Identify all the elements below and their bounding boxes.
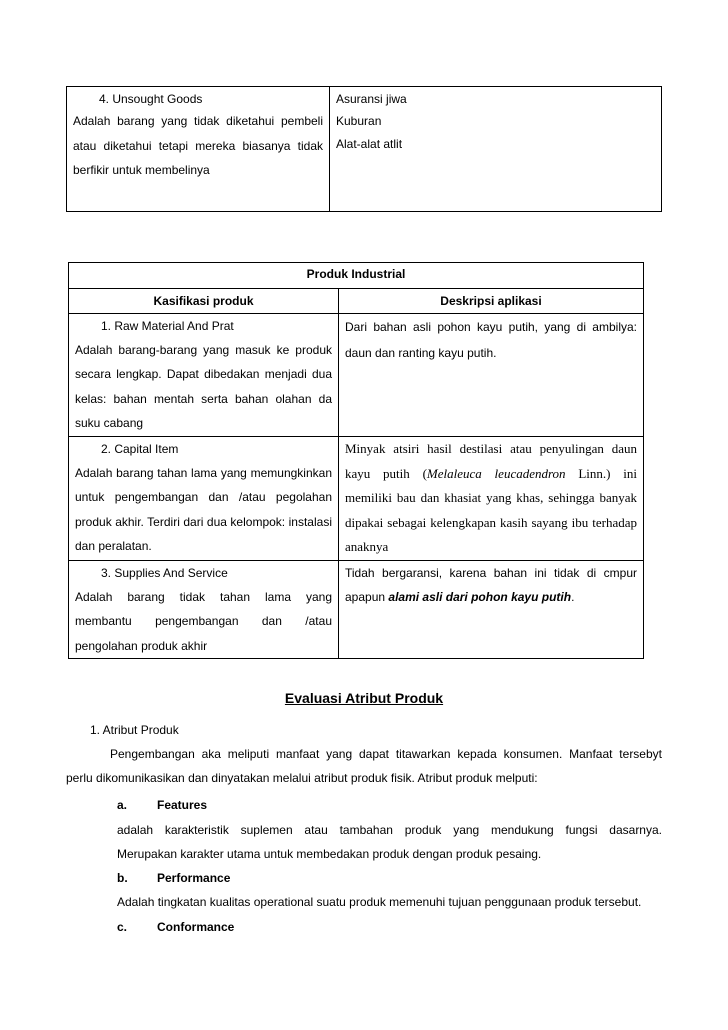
subsection-heading: 1. Atribut Produk bbox=[90, 723, 179, 737]
application-line: Kuburan bbox=[336, 114, 382, 128]
classification-cell bbox=[69, 314, 339, 437]
item-letter: c. bbox=[117, 920, 128, 934]
item-title: 3. Supplies And Service bbox=[101, 565, 228, 580]
item-description: Adalah barang yang tidak diketahui pembeli atau diketahui tetapi mereka biasanya tidak berfikir untuk membelinya bbox=[73, 114, 323, 177]
application-line: Asuransi jiwa bbox=[336, 92, 407, 106]
item-text: Adalah tingkatan kualitas operational suatu produk memenuhi tujuan penggunaan produk tersebut. bbox=[117, 895, 642, 909]
unsought-goods-table bbox=[66, 86, 662, 212]
classification-cell bbox=[69, 437, 339, 561]
application-cell bbox=[339, 314, 644, 437]
emphasis-text: alami asli dari pohon kayu putih bbox=[388, 590, 572, 605]
item-letter: b. bbox=[117, 871, 128, 885]
section-title: Evaluasi Atribut Produk bbox=[284, 690, 444, 706]
item-text: adalah karakteristik suplemen atau tambahan produk yang mendukung fungsi dasarnya. bbox=[117, 823, 662, 837]
classification-cell bbox=[69, 560, 339, 658]
item-description: Adalah barang tidak tahan lama yang membantu pengembangan dan /atau pengolahan produk akhir bbox=[75, 589, 332, 653]
table-row bbox=[69, 560, 644, 658]
item-title: 4. Unsought Goods bbox=[99, 92, 203, 106]
item-title: 1. Raw Material And Prat bbox=[101, 319, 234, 333]
item-name: Features bbox=[157, 798, 208, 812]
column-header: Kasifikasi produk bbox=[69, 289, 339, 314]
item-text: Merupakan karakter utama untuk membedakan produk dengan produk pesaing. bbox=[117, 847, 542, 861]
intro-line: Pengembangan aka meliputi manfaat yang dapat titawarkan kepada konsumen. Manfaat tersebyt bbox=[110, 747, 662, 761]
item-letter: a. bbox=[117, 798, 128, 812]
item-description: Adalah barang-barang yang masuk ke produk secara lengkap. Dapat dibedakan menjadi dua kelas: bahan mentah serta bahan olahan da suku cabang bbox=[75, 343, 332, 431]
application-line: Alat-alat atlit bbox=[336, 136, 403, 151]
application-text-part: Minyak atsiri hasil destilasi atau penyulingan daun kayu putih ( bbox=[345, 441, 637, 481]
application-text bbox=[345, 437, 637, 560]
application-text: Dari bahan asli pohon kayu putih, yang di ambilya: daun dan ranting kayu putih. bbox=[345, 320, 637, 360]
industrial-products-table bbox=[68, 262, 644, 659]
item-description: Adalah barang tahan lama yang memungkinkan untuk pengembangan dan /atau pegolahan produk akhir. Terdiri dari dua kelompok: instalasi dan peralatan. bbox=[75, 466, 332, 554]
classification-cell bbox=[67, 87, 330, 212]
table-title: Produk Industrial bbox=[69, 263, 644, 289]
item-title: 2. Capital Item bbox=[101, 442, 179, 456]
table-row bbox=[69, 437, 644, 561]
application-text-part: Linn.) ini memiliki bau dan khasiat yang khas, sehingga banyak dipakai sebagai kelengkapan kasih sayang ibu terhadap anaknya bbox=[345, 465, 637, 555]
item-name: Conformance bbox=[157, 920, 235, 934]
item-name: Performance bbox=[157, 871, 231, 885]
application-cell bbox=[330, 87, 662, 212]
application-text-part: Tidah bergaransi, karena bahan ini tidak di cmpur apapun bbox=[345, 565, 637, 605]
application-cell bbox=[339, 437, 644, 561]
application-cell bbox=[339, 560, 644, 658]
column-header: Deskripsi aplikasi bbox=[339, 289, 644, 314]
species-name: Melaleuca leucadendron bbox=[426, 465, 566, 481]
intro-line: perlu dikomunikasikan dan dinyatakan melalui atribut produk fisik. Atribut produk melputi: bbox=[66, 771, 538, 785]
table-row bbox=[69, 314, 644, 437]
application-text bbox=[345, 561, 637, 610]
application-text-part: . bbox=[571, 590, 575, 605]
